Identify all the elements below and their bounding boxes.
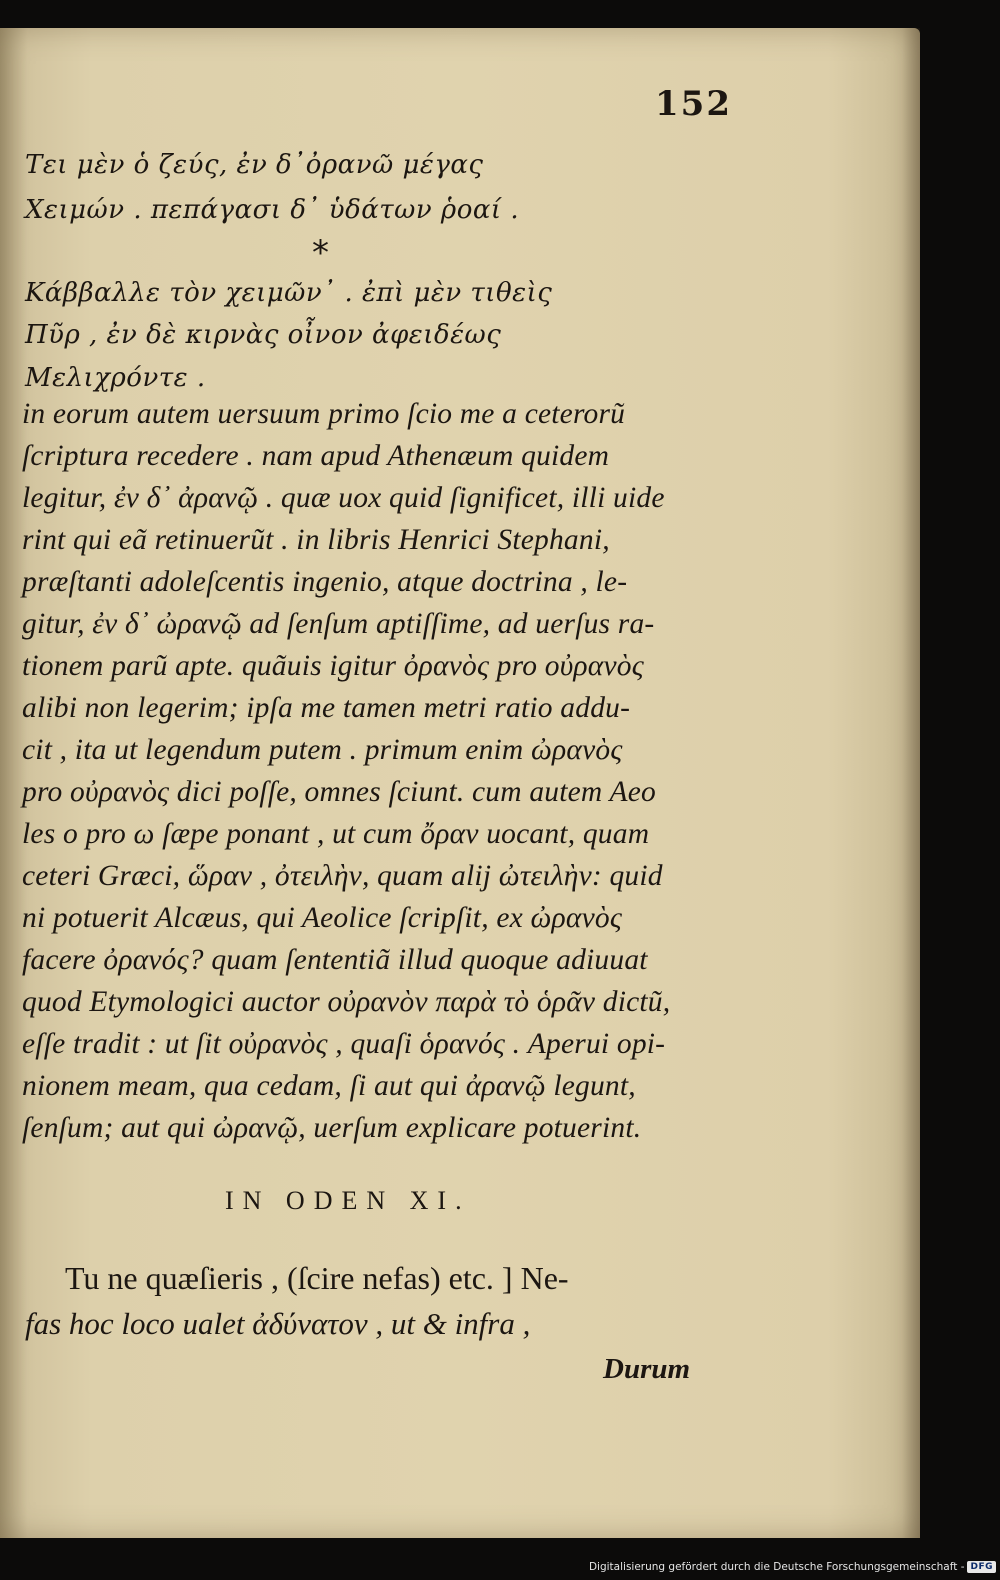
latin-text-line: rint qui eã retinuerũt . in libris Henrici Stephani, <box>22 524 610 556</box>
latin-text-line: in eorum autem uersuum primo ſcio me a ceterorũ <box>22 398 626 430</box>
incipit-line: Tu ne quæſieris , (ſcire nefas) etc. ] Ne- <box>65 1260 569 1296</box>
greek-verse-line: Τει μὲν ὁ ζεύς, ἐν δ᾽ὀρανῶ μέγας <box>25 150 484 180</box>
latin-text-line: pro οὐρανὸς dici poſſe, omnes ſciunt. cum autem Aeo <box>22 776 656 808</box>
latin-text-line: præſtanti adoleſcentis ingenio, atque doctrina , le- <box>22 566 628 598</box>
latin-text-line: legitur, ἐν δ᾽ ἀρανῷ . quæ uox quid ſignificet, illi uide <box>22 482 665 514</box>
funding-text: Digitalisierung gefördert durch die Deutsche Forschungsgemeinschaft - <box>588 1561 965 1573</box>
latin-text-line: cit , ita ut legendum putem . primum enim ὠρανὸς <box>22 734 623 766</box>
latin-text-line: tionem parũ apte. quãuis igitur ὀρανὸς pro οὐρανὸς <box>22 650 644 682</box>
latin-text-line: ſenſum; aut qui ὠρανῷ, uerſum explicare potuerint. <box>22 1112 642 1144</box>
latin-text-line: ſcriptura recedere . nam apud Athenæum quidem <box>22 440 610 472</box>
section-heading: IN ODEN XI. <box>225 1186 471 1215</box>
latin-text-line: facere ὀρανός? quam ſententiã illud quoque adiuuat <box>22 944 648 976</box>
latin-text-line: les o pro ω ſæpe ponant , ut cum ὄραν uocant, quam <box>22 818 650 850</box>
greek-verse-line: Μελιχρόντε . <box>25 363 206 393</box>
asterisk-separator: * <box>312 233 329 273</box>
greek-verse-line: Πῦρ , ἐν δὲ κιρνὰς οἶνον ἀφειδέως <box>25 320 502 350</box>
page-number: 152 <box>655 84 732 124</box>
book-page <box>0 28 920 1538</box>
latin-text-line: ceteri Græci, ὥραν , ὀτειλὴν, quam alij ὠτειλὴν: quid <box>22 860 663 892</box>
latin-text-line: gitur, ἐν δ᾽ ὠρανῷ ad ſenſum aptiſſime, ad uerſus ra- <box>22 608 655 640</box>
latin-text-line: fas hoc loco ualet ἀδύνατον , ut & infra , <box>25 1306 531 1341</box>
dfg-logo: DFG <box>967 1561 996 1573</box>
latin-text-line: quod Etymologici auctor οὐρανὸν παρὰ τὸ ὁρᾶν dictũ, <box>22 986 671 1018</box>
catchword: Durum <box>603 1353 691 1385</box>
latin-text-line: alibi non legerim; ipſa me tamen metri ratio addu- <box>22 692 631 724</box>
greek-verse-line: Κάββαλλε τὸν χειμῶν᾽ . ἐπὶ μὲν τιθεὶς <box>25 278 553 308</box>
greek-verse-line: Χειμών . πεπάγασι δ᾽ ὑδάτων ῥοαί . <box>25 195 520 225</box>
latin-text-line: ni potuerit Alcæus, qui Aeolice ſcripſit, ex ὠρανὸς <box>22 902 622 934</box>
funding-footer <box>589 1558 996 1576</box>
latin-text-line: nionem meam, qua cedam, ſi aut qui ἀρανῷ legunt, <box>22 1070 636 1102</box>
latin-text-line: eſſe tradit : ut ſit οὐρανὸς , quaſi ὁρανός . Aperui opi- <box>22 1028 666 1060</box>
